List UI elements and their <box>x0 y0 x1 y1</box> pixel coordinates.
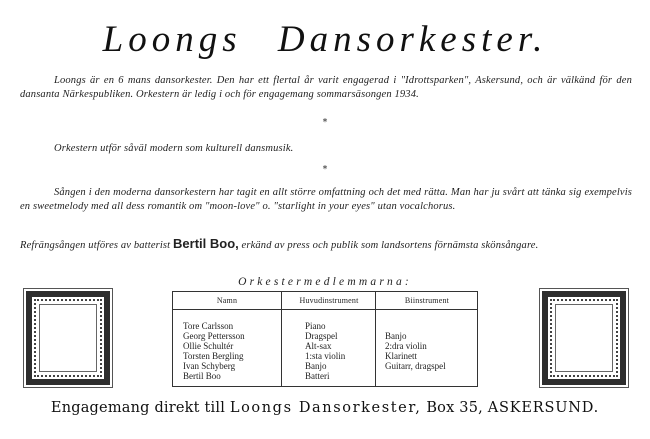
footer-box: Box 35, <box>426 400 483 416</box>
name-column <box>173 292 281 386</box>
member-name: Tore Carlsson <box>183 321 234 331</box>
secondary-instrument <box>385 371 478 381</box>
members-table <box>172 291 478 387</box>
main-instrument: 1:sta violin <box>305 351 346 361</box>
vocal-paragraph: Sången i den moderna dansorkestern har tagit en allt större omfattning och det med rätta. Man har ju svårt att tänka sig exempelvis en sweetmelody med all dess romantik om "moon-love" o. "starlight in your eyes" utan vocalchorus. <box>20 187 632 212</box>
singer-text-before: Refrängsången utföres av batterist <box>20 240 171 251</box>
singer-text-after: erkänd av press och publik som landsortens förnämsta skönsångare. <box>241 240 539 251</box>
member-name: Ollie Schultér <box>183 341 234 351</box>
main-instrument: Piano <box>305 321 326 331</box>
footer-lead: Engagemang direkt till <box>50 400 226 416</box>
secondary-instrument-column <box>375 292 478 386</box>
members-heading: Orkestermedlemmarna: <box>238 276 412 288</box>
ornamental-frame-right <box>542 291 626 385</box>
footer-town: ASKERSUND. <box>487 400 600 416</box>
main-instrument-column <box>281 292 376 386</box>
member-name: Torsten Bergling <box>183 351 244 361</box>
ornamental-frame-left <box>26 291 110 385</box>
column-header-secondary-instrument: Biinstrument <box>376 292 478 310</box>
secondary-instrument: Guitarr, dragspel <box>385 361 446 371</box>
member-name: Georg Pettersson <box>183 331 245 341</box>
separator-star: * <box>322 165 328 175</box>
secondary-instrument: Banjo <box>385 331 407 341</box>
separator-star: * <box>322 118 328 128</box>
page-title: Loongs Dansorkester. <box>102 19 548 60</box>
secondary-instrument: 2:dra violin <box>385 341 427 351</box>
booking-footer <box>0 400 650 416</box>
main-instrument: Batteri <box>305 371 330 381</box>
singer-name: Bertil Boo, <box>173 236 239 251</box>
secondary-instrument: Klarinett <box>385 351 417 361</box>
main-instrument: Alt-sax <box>305 341 332 351</box>
secondary-instrument <box>385 321 478 331</box>
singer-paragraph <box>20 237 632 253</box>
footer-orchestra-name: Loongs Dansorkester, <box>229 400 422 416</box>
column-header-main-instrument: Huvudinstrument <box>282 292 376 310</box>
main-instrument: Dragspel <box>305 331 338 341</box>
member-name: Bertil Boo <box>183 371 221 381</box>
intro-paragraph: Loongs är en 6 mans dansorkester. Den har ett flertal år varit engagerad i "Idrottsparken", Askersund, och är välkänd för den dansanta Närkespubliken. Orkestern är ledig i och för engagemang sommarsäsongen 1934. <box>20 75 632 100</box>
main-instrument: Banjo <box>305 361 327 371</box>
column-header-name: Namn <box>173 292 281 310</box>
member-name: Ivan Schyberg <box>183 361 236 371</box>
music-paragraph: Orkestern utför såväl modern som kulturell dansmusik. <box>54 143 294 154</box>
